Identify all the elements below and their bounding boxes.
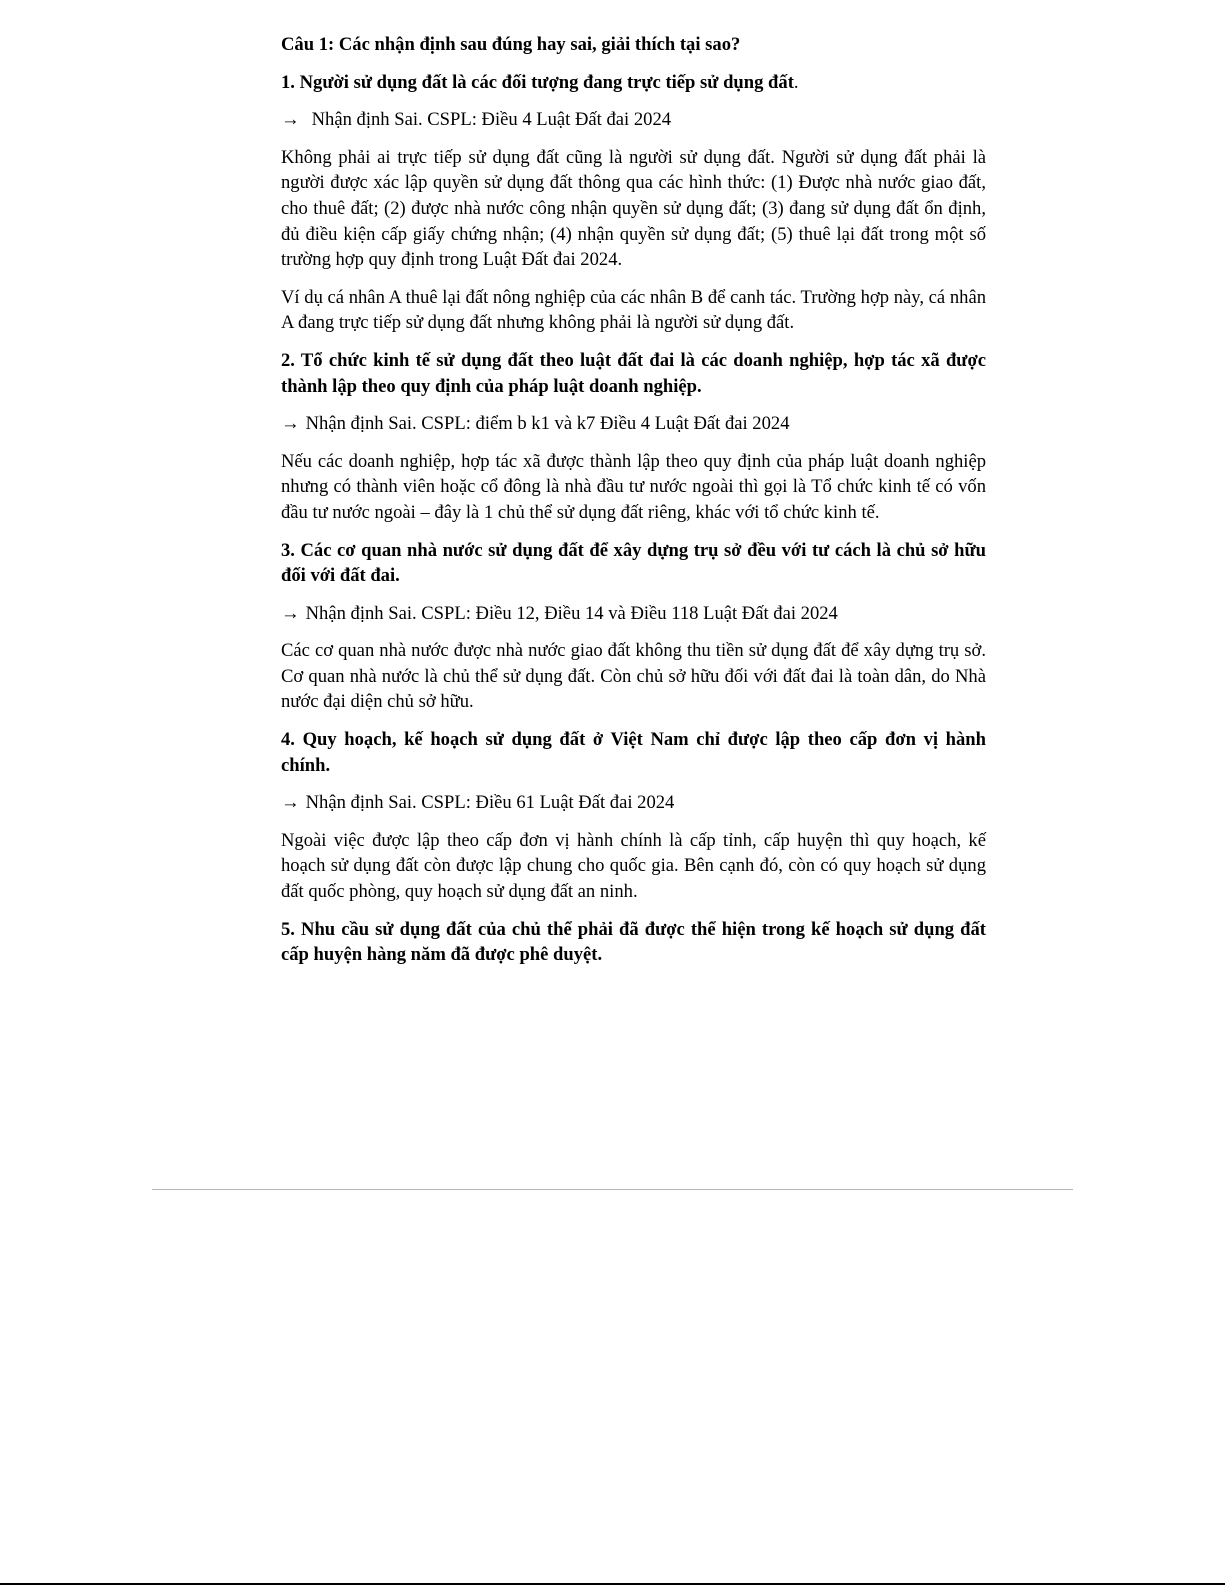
question-4-explanation-1: Ngoài việc được lập theo cấp đơn vị hành chính là cấp tỉnh, cấp huyện thì quy hoạch, kế hoạch sử dụng đất còn được lập chung cho quốc gia. Bên cạnh đó, còn có quy hoạch sử dụng đất quốc phòng, quy hoạch sử dụng đất an ninh. xyxy=(281,829,986,903)
question-1-explanation-2: Ví dụ cá nhân A thuê lại đất nông nghiệp của các nhân B để canh tác. Trường hợp này, cá nhân A đang trực tiếp sử dụng đất nhưng không phải là người sử dụng đất. xyxy=(281,286,986,334)
question-3-answer xyxy=(281,601,986,627)
question-2-answer xyxy=(281,411,986,437)
question-1-statement xyxy=(281,70,986,96)
question-3-statement: 3. Các cơ quan nhà nước sử dụng đất để xây dựng trụ sở đều với tư cách là chủ sở hữu đối với đất đai. xyxy=(281,539,986,587)
question-1-answer xyxy=(281,107,986,133)
question-5-statement: 5. Nhu cầu sử dụng đất của chủ thể phải đã được thể hiện trong kế hoạch sử dụng đất cấp huyện hàng năm đã được phê duyệt. xyxy=(281,918,986,966)
right-arrow-icon: → xyxy=(281,602,300,624)
document-content xyxy=(281,32,986,980)
page-divider xyxy=(152,1189,1073,1190)
question-2-statement: 2. Tổ chức kinh tế sử dụng đất theo luật đất đai là các doanh nghiệp, hợp tác xã được thành lập theo quy định của pháp luật doanh nghiệp. xyxy=(281,349,986,397)
question-1-answer-text: Nhận định Sai. CSPL: Điều 4 Luật Đất đai 2024 xyxy=(311,109,672,131)
right-arrow-icon: → xyxy=(281,413,300,435)
question-1-explanation-1: Không phải ai trực tiếp sử dụng đất cũng là người sử dụng đất. Người sử dụng đất phải là người được xác lập quyền sử dụng đất thông qua các hình thức: (1) Được nhà nước giao đất, cho thuê đất; (2) được nhà nước công nhận quyền sử dụng đất; (3) đang sử dụng đất ổn định, đủ điều kiện cấp giấy chứng nhận; (4) nhận quyền sử dụng đất; (5) thuê lại đất trong một số trường hợp quy định trong Luật Đất đai 2024. xyxy=(281,146,986,271)
question-4-answer xyxy=(281,790,986,816)
right-arrow-icon: → xyxy=(281,109,300,131)
question-1-statement-text: 1. Người sử dụng đất là các đối tượng đang trực tiếp sử dụng đất xyxy=(281,71,794,93)
right-arrow-icon: → xyxy=(281,792,300,814)
question-2-explanation-1: Nếu các doanh nghiệp, hợp tác xã được thành lập theo quy định của pháp luật doanh nghiệp nhưng có thành viên hoặc cổ đông là nhà đầu tư nước ngoài thì gọi là Tổ chức kinh tế có vốn đầu tư nước ngoài – đây là 1 chủ thể sử dụng đất riêng, khác với tổ chức kinh tế. xyxy=(281,450,986,523)
question-3-answer-text: Nhận định Sai. CSPL: Điều 12, Điều 14 và Điều 118 Luật Đất đai 2024 xyxy=(305,602,838,624)
question-4-answer-text: Nhận định Sai. CSPL: Điều 61 Luật Đất đai 2024 xyxy=(305,792,675,814)
section-title: Câu 1: Các nhận định sau đúng hay sai, giải thích tại sao? xyxy=(281,34,741,55)
question-2-answer-text: Nhận định Sai. CSPL: điểm b k1 và k7 Điều 4 Luật Đất đai 2024 xyxy=(305,413,790,435)
question-3-explanation-1: Các cơ quan nhà nước được nhà nước giao đất không thu tiền sử dụng đất để xây dựng trụ sở. Cơ quan nhà nước là chủ thể sử dụng đất. Còn chủ sở hữu đối với đất đai là toàn dân, do Nhà nước đại diện chủ sở hữu. xyxy=(281,640,986,713)
question-4-statement: 4. Quy hoạch, kế hoạch sử dụng đất ở Việt Nam chỉ được lập theo cấp đơn vị hành chính. xyxy=(281,729,986,776)
question-1-statement-tail: . xyxy=(793,71,799,93)
